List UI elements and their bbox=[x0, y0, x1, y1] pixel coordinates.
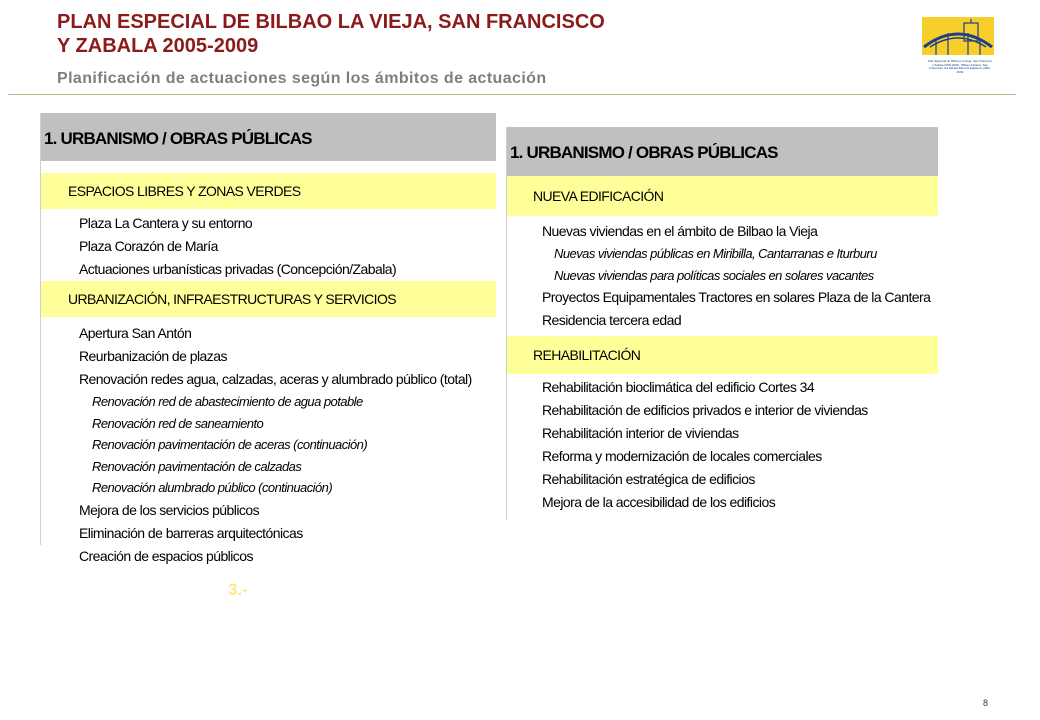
list-item: Proyectos Equipamentales Tractores en solares Plaza de la Cantera bbox=[542, 289, 931, 305]
section-espacios-libres: ESPACIOS LIBRES Y ZONAS VERDES bbox=[41, 173, 496, 209]
list-sub-item: Renovación red de abastecimiento de agua potable bbox=[92, 394, 363, 409]
section-number-label: 3.- bbox=[228, 580, 248, 599]
slide-title bbox=[57, 10, 857, 58]
list-item: Residencia tercera edad bbox=[542, 312, 682, 328]
logo-caption: Plan Especial de Bilbao La Vieja, San Francisco y Zabala 2005-2009 · Bilbao Zaharra, San Frantzisko eta Zabala Berezia Egitasmo 2005-2009 bbox=[928, 59, 992, 74]
list-item: Reurbanización de plazas bbox=[79, 348, 227, 364]
left-panel bbox=[40, 113, 496, 564]
slide-subtitle: Planificación de actuaciones según los ámbitos de actuación bbox=[57, 70, 547, 87]
list-item: Apertura San Antón bbox=[79, 325, 192, 341]
list-sub-item: Renovación red de saneamiento bbox=[92, 415, 264, 431]
rehabilitacion-list bbox=[507, 376, 938, 514]
list-item: Plaza Corazón de María bbox=[79, 238, 218, 254]
right-panel bbox=[506, 127, 938, 520]
list-sub-item: Renovación pavimentación de calzadas bbox=[92, 458, 302, 474]
list-item: Rehabilitación bioclimática del edificio Cortes 34 bbox=[542, 379, 815, 395]
section-urbanizacion: URBANIZACIÓN, INFRAESTRUCTURAS Y SERVICIOS bbox=[41, 281, 496, 317]
list-item: Rehabilitación interior de viviendas bbox=[542, 425, 739, 441]
list-item: Creación de espacios públicos bbox=[79, 547, 253, 564]
list-item: Actuaciones urbanísticas privadas (Concepción/Zabala) bbox=[79, 261, 397, 277]
list-item: Renovación redes agua, calzadas, aceras y alumbrado público (total) bbox=[79, 371, 472, 387]
section-nueva-edificacion: NUEVA EDIFICACIÓN bbox=[507, 176, 938, 216]
list-item: Rehabilitación de edificios privados e interior de viviendas bbox=[542, 402, 868, 418]
list-sub-item: Renovación alumbrado público (continuación) bbox=[92, 480, 333, 495]
list-item: Mejora de la accesibilidad de los edificios bbox=[542, 494, 776, 510]
espacios-libres-list bbox=[41, 212, 496, 281]
list-item: Reforma y modernización de locales comerciales bbox=[542, 448, 822, 464]
list-sub-item: Renovación pavimentación de aceras (continuación) bbox=[92, 437, 368, 452]
spacer bbox=[41, 161, 496, 173]
list-item: Rehabilitación estratégica de edificios bbox=[542, 471, 755, 487]
right-panel-heading: 1. URBANISMO / OBRAS PÚBLICAS bbox=[507, 127, 938, 176]
list-sub-item: Nuevas viviendas públicas en Miribilla, Cantarranas e Iturburu bbox=[554, 246, 877, 261]
list-item: Plaza La Cantera y su entorno bbox=[79, 215, 253, 231]
section-rehabilitacion: REHABILITACIÓN bbox=[507, 336, 938, 374]
page-number: 8 bbox=[983, 698, 989, 708]
list-sub-item: Nuevas viviendas para políticas sociales en solares vacantes bbox=[554, 267, 874, 283]
header-divider bbox=[8, 94, 1016, 95]
urbanizacion-list bbox=[41, 322, 496, 568]
nueva-edificacion-list bbox=[507, 220, 938, 332]
left-panel-heading: 1. URBANISMO / OBRAS PÚBLICAS bbox=[41, 113, 496, 161]
title-line-1: PLAN ESPECIAL DE BILBAO LA VIEJA, SAN FRANCISCO bbox=[57, 11, 605, 33]
list-item: Eliminación de barreras arquitectónicas bbox=[79, 524, 303, 541]
title-line-2: Y ZABALA 2005-2009 bbox=[57, 35, 259, 57]
list-item: Nuevas viviendas en el ámbito de Bilbao la Vieja bbox=[542, 223, 818, 239]
list-item: Mejora de los servicios públicos bbox=[79, 501, 260, 518]
